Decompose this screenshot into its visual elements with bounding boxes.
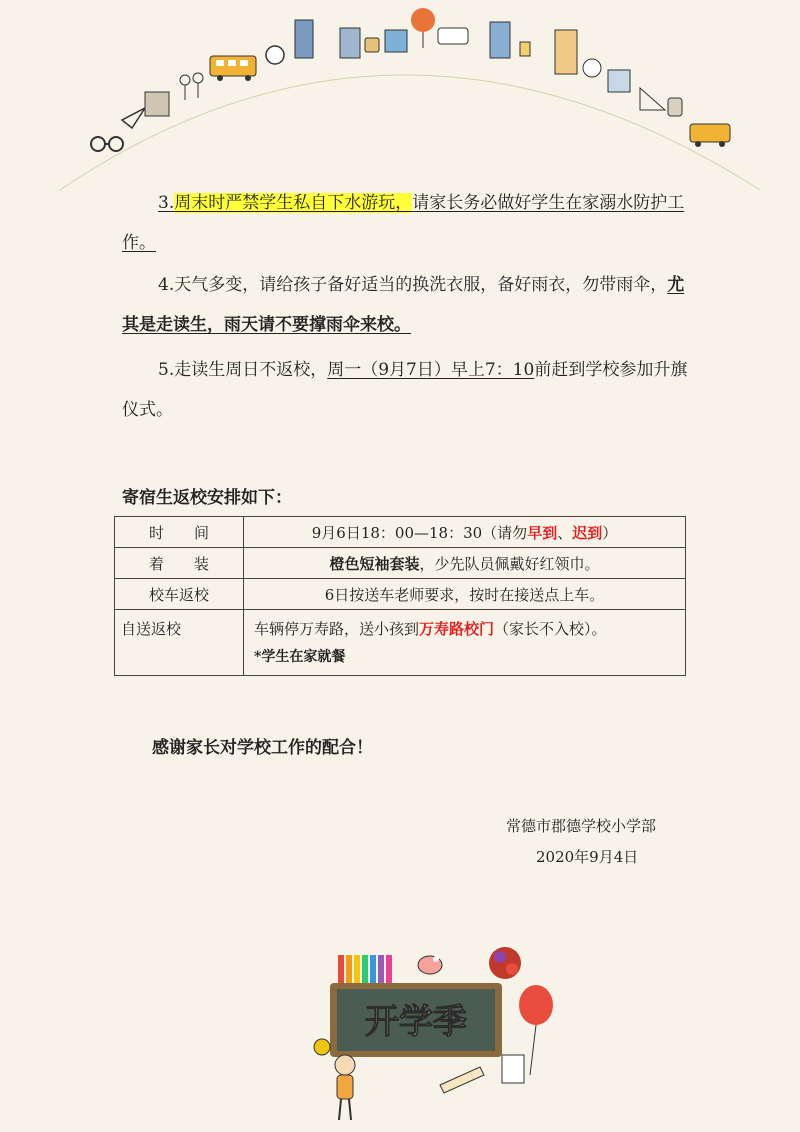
- table-row: [115, 517, 686, 548]
- school-season-illustration: [290, 935, 570, 1132]
- kids-icon: [180, 73, 203, 100]
- notice-5-suffix: 前赶到学校参加升旗仪式。: [122, 360, 688, 420]
- building-icon: [295, 20, 313, 58]
- paper-plane-icon: [122, 108, 145, 128]
- row-key: 时 间: [115, 517, 244, 548]
- notice-5-prefix: 5.走读生周日不返校，: [158, 360, 328, 380]
- ruler-icon: [440, 1067, 484, 1093]
- ruler-triangle-icon: [640, 88, 665, 110]
- building-icon: [490, 22, 510, 58]
- notice-3-rest: 请家长务必做好学生在家溺水防护工作。: [122, 193, 685, 253]
- bag-icon: [365, 38, 379, 52]
- row-key: 着 装: [115, 548, 244, 579]
- self-drop-text: 车辆停万寿路，送小孩到: [254, 619, 420, 638]
- time-suffix: ）: [602, 523, 618, 542]
- pencil-cup-icon: [520, 42, 530, 56]
- glasses-icon: [91, 137, 123, 151]
- row-key: 自送返校: [115, 610, 244, 676]
- gate-name: 万寿路校门: [419, 619, 495, 638]
- notice-3-comma: ，: [395, 193, 413, 213]
- table-row: [115, 610, 686, 676]
- uniform-suffix: ，少先队员佩戴好红领巾。: [419, 554, 600, 573]
- section-title: 寄宿生返校安排如下：: [122, 488, 292, 508]
- notice-5-time: 周一（9月7日）早上7：10: [327, 360, 535, 380]
- child-icon: [335, 1055, 355, 1120]
- backpack-icon: [668, 98, 682, 116]
- signature-org: 常德市郡德学校小学部: [506, 817, 657, 835]
- building-icon: [555, 30, 577, 74]
- notice-4-emphasis: 尤其是走读生，雨天请不要撑雨伞来校。: [122, 275, 685, 335]
- bird-icon: [418, 956, 442, 974]
- notice-3-number: 3.: [158, 193, 175, 213]
- flower-icon: [489, 947, 521, 979]
- late-warning: 迟到: [572, 523, 603, 542]
- tree-icon: [411, 8, 435, 48]
- building-icon: [340, 28, 360, 58]
- notice-item-3: [122, 183, 692, 263]
- table-row: [115, 579, 686, 610]
- notice-3-highlight: 周末时严禁学生私自下水游玩: [174, 193, 396, 213]
- thanks-message: 感谢家长对学校工作的配合！: [152, 738, 373, 758]
- lollipop-icon: [314, 1039, 330, 1055]
- uniform-text: 橙色短袖套装: [329, 554, 420, 573]
- row-value: [244, 548, 686, 579]
- row-key: 校车返校: [115, 579, 244, 610]
- bus-icon: [438, 28, 468, 44]
- self-drop-suffix: （家长不入校）。: [494, 619, 607, 638]
- return-schedule-table: [114, 516, 686, 676]
- meal-note: *学生在家就餐: [254, 648, 346, 665]
- house-icon: [385, 30, 407, 52]
- book-icon: [502, 1055, 524, 1083]
- house-icon: [608, 70, 630, 92]
- time-text: 9月6日18：00—18：30（请勿: [311, 523, 528, 542]
- signature-date: 2020年9月4日: [536, 848, 639, 866]
- separator: 、: [557, 523, 573, 542]
- school-bus-icon: [210, 56, 256, 81]
- top-decoration-arc: [0, 0, 800, 200]
- table-row: [115, 548, 686, 579]
- early-warning: 早到: [527, 523, 558, 542]
- board-text: 开学季: [365, 1002, 467, 1042]
- row-value: 6日按送车老师要求，按时在接送点上车。: [244, 579, 686, 610]
- notice-item-4: [122, 265, 692, 345]
- globe-icon: [583, 59, 601, 77]
- notice-item-5: [122, 350, 692, 430]
- row-value: [244, 517, 686, 548]
- school-bus-icon: [690, 124, 730, 147]
- alarm-clock-icon: [266, 46, 284, 64]
- notice-4-text: 4.天气多变，请给孩子备好适当的换洗衣服，备好雨衣，勿带雨伞，: [158, 275, 668, 295]
- books-icon: [145, 92, 169, 116]
- row-value: [244, 610, 686, 676]
